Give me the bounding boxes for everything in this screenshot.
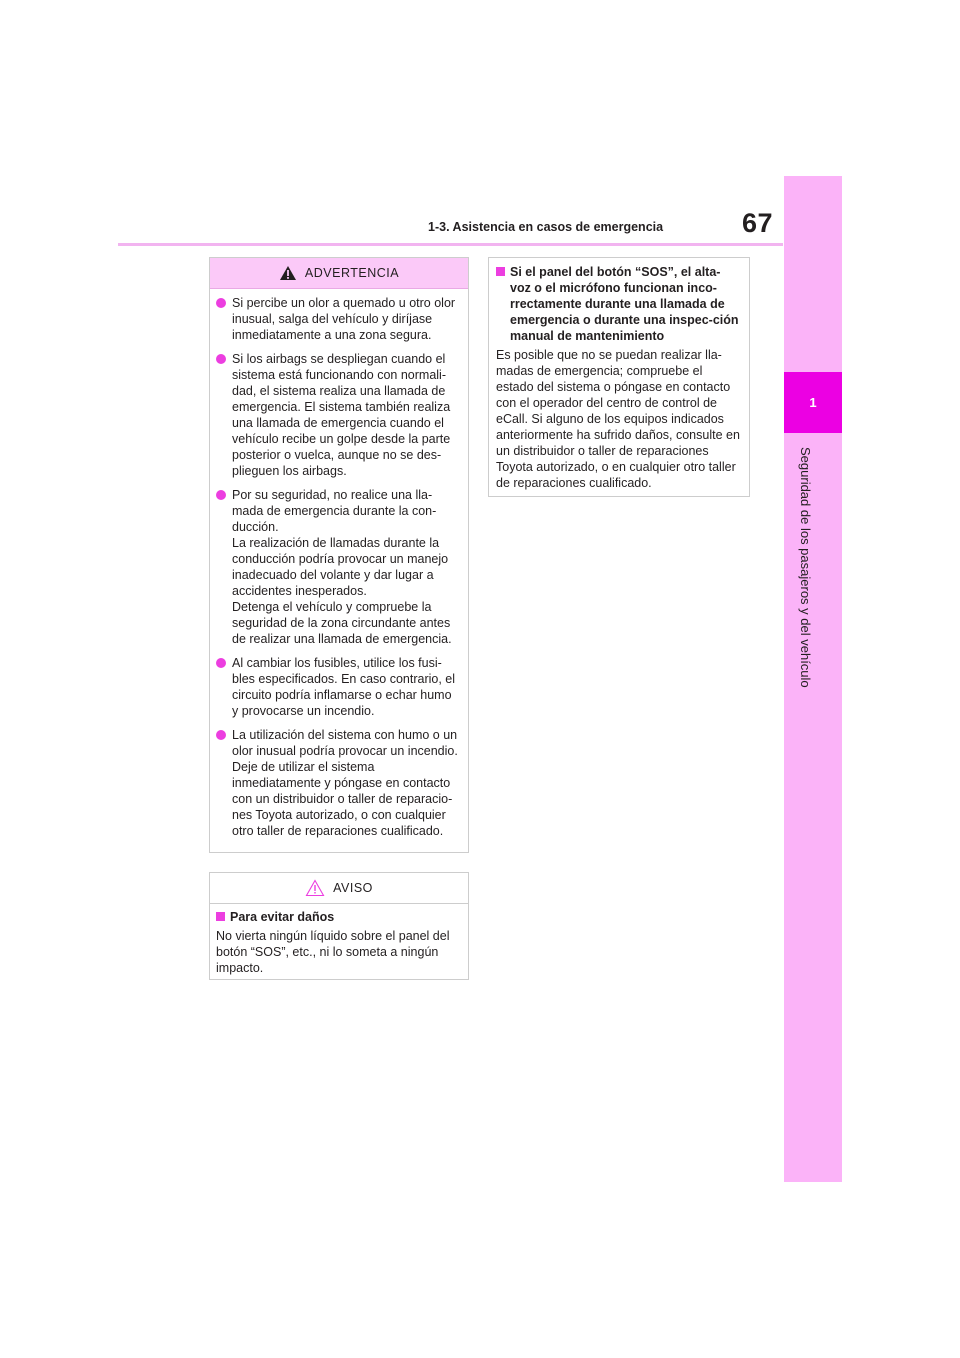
notice-box-header	[210, 873, 468, 904]
notice-box	[209, 872, 469, 980]
warning-item-text: Al cambiar los fusibles, utilice los fusi-bles especificados. En caso contrario, el circuito podría inflamarse o echar humo y provocarse un incendio.	[232, 656, 456, 718]
bullet-dot-icon	[216, 490, 226, 500]
page-number: 67	[742, 208, 774, 238]
bullet-dot-icon	[216, 354, 226, 364]
info-text: Es posible que no se puedan realizar lla-madas de emergencia; compruebe el estado del sistema o póngase en contacto con el operador del centro de control de eCall. Si alguno de los equipos indicados anteriormente ha sufrido daños, consulte en un distribuidor o taller de reparaciones Toyota autorizado, o en cualquier otro taller de reparaciones cualificado.	[496, 348, 740, 490]
warning-box-title: ADVERTENCIA	[304, 266, 400, 280]
warning-box-header	[210, 258, 468, 289]
notice-text: No vierta ningún líquido sobre el panel del botón “SOS”, etc., ni lo someta a ningún impacto.	[216, 929, 450, 975]
warning-item-text: Si los airbags se despliegan cuando el sistema está funcionando con normali-dad, el sistema realiza una llamada de emergencia. El sistema también realiza una llamada de emergencia cuando el vehículo recibe un golpe desde la parte posterior o vuelca, aunque no se des-plieguen los airbags.	[232, 352, 451, 478]
warning-item	[216, 727, 460, 839]
bullet-dot-icon	[216, 730, 226, 740]
bullet-dot-icon	[216, 298, 226, 308]
info-heading	[496, 264, 741, 344]
section-title: 1-3. Asistencia en casos de emergencia	[428, 220, 664, 234]
chapter-title-vertical: Seguridad de los pasajeros y del vehículo	[798, 447, 813, 688]
warning-item	[216, 295, 460, 343]
info-heading-text: Si el panel del botón “SOS”, el alta-voz o el micrófono funcionan inco-rrectamente durante una llamada de emergencia o durante una inspec-ción manual de mantenimiento	[510, 265, 739, 343]
notice-heading-text: Para evitar daños	[230, 910, 335, 924]
header-rule	[118, 243, 783, 246]
warning-item-text: La utilización del sistema con humo o un olor inusual podría provocar un incendio. Deje de utilizar el sistema inmediatamente y póngase en contacto con un distribuidor o taller de reparacio-nes Toyota autorizado, o con cualquier otro taller de reparaciones cualificado.	[232, 728, 458, 838]
warning-item	[216, 655, 460, 719]
bullet-dot-icon	[216, 658, 226, 668]
warning-box	[209, 257, 469, 853]
warning-triangle-icon	[279, 265, 297, 281]
warning-item-text: Si percibe un olor a quemado u otro olor inusual, salga del vehículo y diríjase inmediatamente a una zona segura.	[232, 296, 456, 342]
square-bullet-icon	[216, 912, 225, 921]
warning-item	[216, 351, 460, 479]
warning-item	[216, 487, 460, 647]
warning-item-text: Por su seguridad, no realice una lla-mada de emergencia durante la con-ducción. La realización de llamadas durante la conducción podría provocar un manejo inadecuado del volante y dar lugar a accidentes inesperados. Detenga el vehículo y compruebe la seguridad de la zona circundante antes de realizar una llamada de emergencia.	[232, 488, 452, 646]
square-bullet-icon	[496, 267, 505, 276]
info-box	[488, 257, 750, 497]
chapter-side-tab	[784, 176, 842, 1182]
caution-triangle-icon	[305, 879, 325, 897]
notice-heading	[216, 909, 460, 925]
notice-box-title: AVISO	[333, 881, 373, 895]
chapter-number-tab: 1	[784, 372, 842, 433]
